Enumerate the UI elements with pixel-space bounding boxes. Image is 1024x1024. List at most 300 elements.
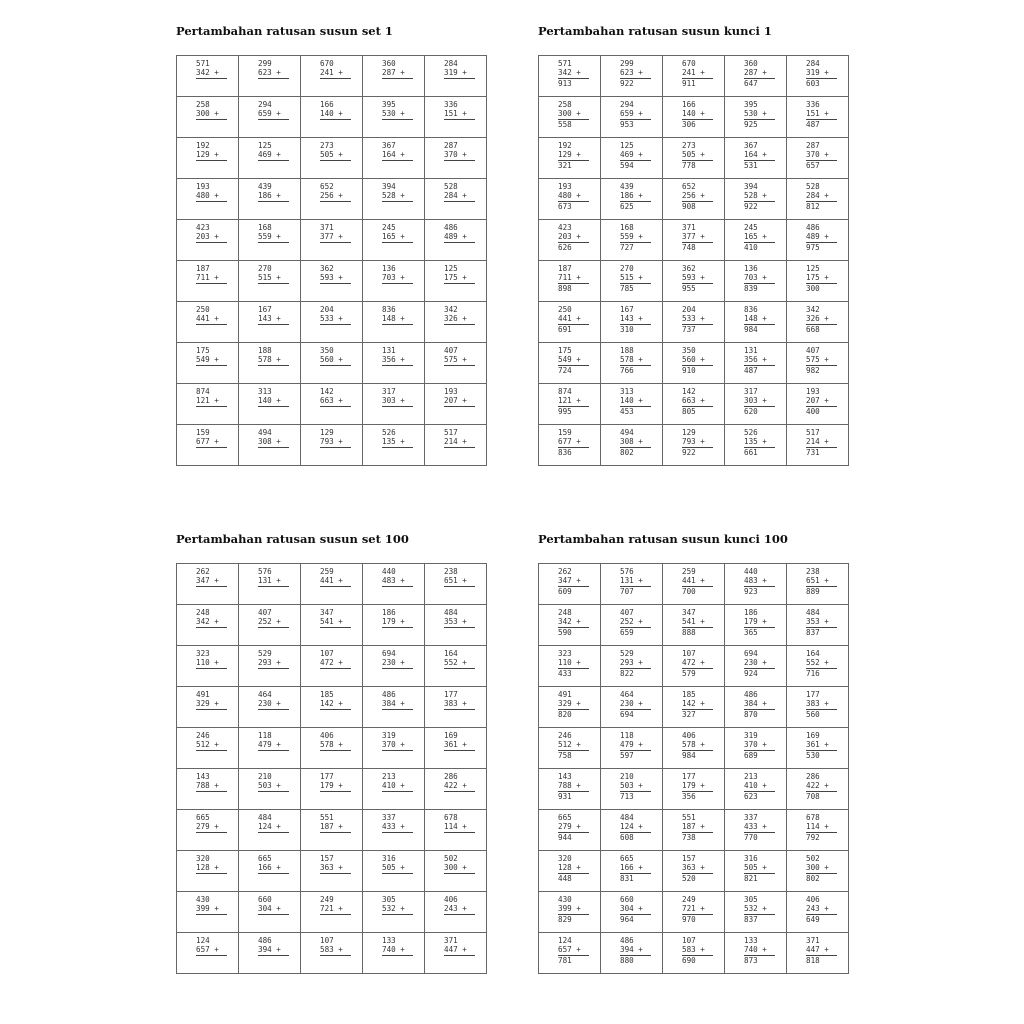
addend-top: 367 [744, 141, 758, 150]
addition-problem [382, 59, 413, 79]
addend-top: 464 [620, 690, 634, 699]
addition-problem [382, 264, 413, 284]
plus-operator: + [400, 658, 405, 668]
addend-top: 665 [558, 813, 572, 822]
plus-operator: + [400, 822, 405, 832]
addend-bottom: 447 [806, 945, 820, 955]
addend-bottom: 114 [806, 822, 820, 832]
plus-operator: + [638, 617, 643, 627]
addition-problem [258, 936, 289, 956]
addition-problem [320, 813, 351, 833]
answer-key-100 [538, 532, 849, 974]
addend-bottom-row [682, 314, 713, 324]
problem-cell [539, 97, 601, 138]
addend-bottom-row [196, 822, 227, 832]
addend-top: 874 [558, 387, 572, 396]
addend-top: 164 [806, 649, 820, 658]
plus-operator: + [214, 904, 219, 914]
sum-answer: 831 [620, 873, 634, 883]
addend-top: 836 [744, 305, 758, 314]
plus-operator: + [338, 68, 343, 78]
sum-answer: 975 [806, 242, 820, 252]
addend-top: 660 [258, 895, 272, 904]
addend-bottom: 293 [620, 658, 634, 668]
addend-top: 129 [320, 428, 334, 437]
plus-operator: + [824, 314, 829, 324]
problem-cell [177, 261, 239, 302]
addend-bottom-row [620, 863, 651, 873]
addition-problem [806, 731, 837, 760]
addend-bottom: 503 [258, 781, 272, 791]
problem-cell [725, 564, 787, 605]
addition-problem [620, 731, 651, 760]
sum-answer: 982 [806, 365, 820, 375]
plus-operator: + [762, 699, 767, 709]
problem-cell [239, 302, 301, 343]
addition-problem [196, 223, 227, 243]
problem-cell [725, 605, 787, 646]
addend-bottom-row [444, 191, 475, 201]
addition-problem [558, 141, 589, 170]
addend-top: 486 [620, 936, 634, 945]
addition-problem [682, 854, 713, 883]
addend-bottom-row [382, 945, 413, 955]
addition-problem [682, 305, 713, 334]
addend-top: 319 [382, 731, 396, 740]
addend-bottom: 578 [320, 740, 334, 750]
sum-answer: 594 [620, 160, 634, 170]
addend-top: 157 [320, 854, 334, 863]
addend-bottom-row [620, 437, 651, 447]
sheet-title: Pertambahan ratusan susun set 1 [176, 24, 393, 38]
addition-problem [744, 428, 775, 457]
addend-top: 245 [382, 223, 396, 232]
addend-top: 350 [320, 346, 334, 355]
addition-problem [382, 854, 413, 874]
addend-bottom: 319 [444, 68, 458, 78]
addition-problem [382, 567, 413, 587]
addition-problem [620, 690, 651, 719]
addition-problem [258, 813, 289, 833]
addition-problem [382, 608, 413, 628]
addend-top: 177 [444, 690, 458, 699]
plus-operator: + [700, 658, 705, 668]
plus-operator: + [576, 437, 581, 447]
addition-problem [620, 854, 651, 883]
addend-top: 407 [620, 608, 634, 617]
addend-top: 124 [558, 936, 572, 945]
sum-answer: 410 [744, 242, 758, 252]
addend-bottom-row [682, 232, 713, 242]
addend-bottom-row [558, 822, 589, 832]
problem-cell [787, 646, 849, 687]
plus-operator: + [638, 740, 643, 750]
problem-cell [177, 892, 239, 933]
addition-problem [258, 854, 289, 874]
problem-cell [539, 605, 601, 646]
plus-operator: + [824, 273, 829, 283]
sum-answer: 785 [620, 283, 634, 293]
sum-answer: 970 [682, 914, 696, 924]
sheet-title: Pertambahan ratusan susun kunci 100 [538, 532, 788, 546]
addend-bottom-row [444, 68, 475, 78]
plus-operator: + [700, 740, 705, 750]
plus-operator: + [276, 781, 281, 791]
sum-answer: 300 [806, 283, 820, 293]
plus-operator: + [762, 396, 767, 406]
addend-bottom: 243 [806, 904, 820, 914]
sum-answer: 673 [558, 201, 572, 211]
addition-problem [558, 346, 589, 375]
addend-top: 136 [744, 264, 758, 273]
addend-bottom: 342 [196, 68, 210, 78]
addition-problem [196, 690, 227, 710]
addend-top: 526 [744, 428, 758, 437]
problem-cell [301, 646, 363, 687]
problem-cell [663, 564, 725, 605]
addend-bottom: 479 [620, 740, 634, 750]
plus-operator: + [824, 904, 829, 914]
addend-bottom: 342 [558, 68, 572, 78]
addend-bottom: 479 [258, 740, 272, 750]
plus-operator: + [462, 781, 467, 791]
addition-problem [620, 59, 651, 88]
addend-bottom: 329 [196, 699, 210, 709]
addition-problem [620, 895, 651, 924]
addend-bottom-row [620, 273, 651, 283]
addend-top: 486 [382, 690, 396, 699]
sum-answer: 400 [806, 406, 820, 416]
addend-bottom-row [258, 699, 289, 709]
addition-problem [558, 895, 589, 924]
addend-top: 125 [620, 141, 634, 150]
addend-bottom: 148 [382, 314, 396, 324]
addend-bottom-row [382, 396, 413, 406]
plus-operator: + [638, 68, 643, 78]
addend-top: 210 [620, 772, 634, 781]
addend-top: 143 [558, 772, 572, 781]
addend-top: 367 [382, 141, 396, 150]
plus-operator: + [276, 437, 281, 447]
sum-answer: 487 [744, 365, 758, 375]
problem-cell [363, 261, 425, 302]
addend-bottom: 342 [196, 617, 210, 627]
addition-problem [620, 305, 651, 334]
addend-bottom-row [682, 396, 713, 406]
addition-problem [558, 567, 589, 596]
addition-problem [444, 567, 475, 587]
plus-operator: + [824, 109, 829, 119]
addition-problem [444, 854, 475, 874]
addend-bottom-row [558, 232, 589, 242]
plus-operator: + [214, 576, 219, 586]
addend-top: 439 [620, 182, 634, 191]
addition-problem [320, 141, 351, 161]
addend-bottom: 241 [682, 68, 696, 78]
plus-operator: + [338, 576, 343, 586]
addend-bottom-row [320, 617, 351, 627]
addend-top: 502 [444, 854, 458, 863]
sum-answer: 802 [620, 447, 634, 457]
addend-top: 270 [620, 264, 634, 273]
addend-bottom: 308 [258, 437, 272, 447]
addition-problem [320, 854, 351, 874]
addend-bottom-row [444, 314, 475, 324]
plus-operator: + [276, 68, 281, 78]
problem-cell [425, 687, 487, 728]
sum-answer: 820 [558, 709, 572, 719]
plus-operator: + [576, 576, 581, 586]
plus-operator: + [462, 314, 467, 324]
plus-operator: + [462, 273, 467, 283]
addend-bottom-row [320, 822, 351, 832]
plus-operator: + [400, 740, 405, 750]
problem-cell [239, 769, 301, 810]
sum-answer: 520 [682, 873, 696, 883]
problem-cell [425, 564, 487, 605]
addend-bottom-row [382, 740, 413, 750]
addend-top: 164 [444, 649, 458, 658]
sum-answer: 821 [744, 873, 758, 883]
addend-bottom-row [382, 617, 413, 627]
addend-bottom: 483 [744, 576, 758, 586]
problem-cell [787, 892, 849, 933]
addend-top: 551 [320, 813, 334, 822]
sum-answer: 626 [558, 242, 572, 252]
addend-top: 484 [444, 608, 458, 617]
addend-bottom: 230 [744, 658, 758, 668]
sum-answer: 597 [620, 750, 634, 760]
addend-bottom: 287 [382, 68, 396, 78]
addend-bottom-row [258, 617, 289, 627]
addend-bottom: 399 [558, 904, 572, 914]
problem-cell [663, 56, 725, 97]
plus-operator: + [638, 437, 643, 447]
problem-cell [539, 769, 601, 810]
addend-bottom: 651 [806, 576, 820, 586]
sum-answer: 781 [558, 955, 572, 965]
addend-bottom: 140 [682, 109, 696, 119]
plus-operator: + [576, 617, 581, 627]
problem-cell [787, 302, 849, 343]
addition-problem [444, 141, 475, 161]
addition-problem [682, 608, 713, 637]
addend-bottom-row [196, 150, 227, 160]
problem-cell [177, 728, 239, 769]
plus-operator: + [338, 781, 343, 791]
problem-cell [601, 302, 663, 343]
problem-cell [301, 179, 363, 220]
problem-cell [601, 138, 663, 179]
addend-top: 142 [320, 387, 334, 396]
sum-answer: 713 [620, 791, 634, 801]
problem-cell [601, 851, 663, 892]
addend-bottom-row [382, 658, 413, 668]
addend-bottom-row [620, 109, 651, 119]
plus-operator: + [276, 863, 281, 873]
problem-cell [787, 564, 849, 605]
sum-answer: 694 [620, 709, 634, 719]
plus-operator: + [700, 355, 705, 365]
problem-cell [539, 851, 601, 892]
addition-problem [258, 264, 289, 284]
sum-answer: 792 [806, 832, 820, 842]
plus-operator: + [762, 822, 767, 832]
addend-top: 502 [806, 854, 820, 863]
plus-operator: + [462, 396, 467, 406]
addition-problem [682, 346, 713, 375]
addend-bottom-row [258, 863, 289, 873]
plus-operator: + [576, 109, 581, 119]
addend-top: 168 [620, 223, 634, 232]
addition-problem [444, 346, 475, 366]
addition-problem [806, 182, 837, 211]
addend-top: 874 [196, 387, 210, 396]
sum-answer: 911 [682, 78, 696, 88]
addition-problem [320, 731, 351, 751]
addition-problem [382, 100, 413, 120]
addend-top: 238 [806, 567, 820, 576]
problem-cell [663, 892, 725, 933]
addend-bottom-row [558, 699, 589, 709]
addend-top: 250 [558, 305, 572, 314]
plus-operator: + [700, 314, 705, 324]
addend-bottom-row [558, 863, 589, 873]
problem-cell [663, 179, 725, 220]
plus-operator: + [276, 273, 281, 283]
plus-operator: + [638, 822, 643, 832]
addend-bottom: 214 [444, 437, 458, 447]
addend-bottom-row [682, 863, 713, 873]
sum-answer: 984 [682, 750, 696, 760]
addition-problem [682, 100, 713, 129]
plus-operator: + [276, 658, 281, 668]
addend-bottom-row [320, 355, 351, 365]
plus-operator: + [338, 699, 343, 709]
addend-bottom: 304 [258, 904, 272, 914]
addend-top: 245 [744, 223, 758, 232]
sum-answer: 708 [806, 791, 820, 801]
addend-bottom: 186 [258, 191, 272, 201]
addend-bottom: 560 [320, 355, 334, 365]
plus-operator: + [762, 781, 767, 791]
addend-bottom-row [258, 150, 289, 160]
sum-answer: 766 [620, 365, 634, 375]
addend-top: 299 [258, 59, 272, 68]
problem-cell [239, 179, 301, 220]
addend-bottom: 578 [620, 355, 634, 365]
addend-top: 395 [382, 100, 396, 109]
addend-bottom-row [558, 781, 589, 791]
plus-operator: + [762, 945, 767, 955]
sum-answer: 922 [682, 447, 696, 457]
problem-cell [787, 261, 849, 302]
sum-answer: 530 [806, 750, 820, 760]
addend-bottom-row [558, 314, 589, 324]
addend-top: 486 [744, 690, 758, 699]
plus-operator: + [700, 273, 705, 283]
addend-bottom: 505 [744, 863, 758, 873]
addition-problem [806, 895, 837, 924]
addition-problem [320, 649, 351, 669]
sum-answer: 944 [558, 832, 572, 842]
addend-top: 188 [620, 346, 634, 355]
addend-bottom: 256 [320, 191, 334, 201]
sum-answer: 487 [806, 119, 820, 129]
addend-bottom: 287 [744, 68, 758, 78]
addend-bottom: 480 [196, 191, 210, 201]
addend-bottom: 284 [444, 191, 458, 201]
addend-top: 571 [196, 59, 210, 68]
addend-top: 249 [320, 895, 334, 904]
addition-problem [444, 813, 475, 833]
plus-operator: + [276, 355, 281, 365]
sum-answer: 829 [558, 914, 572, 924]
plus-operator: + [638, 273, 643, 283]
addition-problem [806, 567, 837, 596]
plus-operator: + [576, 191, 581, 201]
addend-top: 494 [258, 428, 272, 437]
sum-answer: 880 [620, 955, 634, 965]
addition-problem [806, 59, 837, 88]
plus-operator: + [462, 437, 467, 447]
addition-problem [620, 649, 651, 678]
sum-answer: 836 [558, 447, 572, 457]
addend-top: 528 [806, 182, 820, 191]
problem-cell [363, 687, 425, 728]
addend-bottom: 657 [196, 945, 210, 955]
problem-cell [301, 933, 363, 974]
addition-problem [744, 305, 775, 334]
addend-bottom: 128 [558, 863, 572, 873]
addend-top: 157 [682, 854, 696, 863]
worksheet-set-1 [176, 24, 487, 466]
addition-problem [382, 772, 413, 792]
problem-cell [787, 220, 849, 261]
problem-cell [787, 728, 849, 769]
addend-bottom-row [744, 355, 775, 365]
sum-answer: 922 [744, 201, 758, 211]
addition-problem [682, 182, 713, 211]
addend-bottom-row [558, 945, 589, 955]
addend-top: 484 [258, 813, 272, 822]
addition-problem [806, 772, 837, 801]
addend-bottom-row [806, 576, 837, 586]
addend-top: 142 [682, 387, 696, 396]
addend-bottom: 541 [682, 617, 696, 627]
addition-problem [444, 608, 475, 628]
plus-operator: + [214, 273, 219, 283]
addend-bottom: 377 [682, 232, 696, 242]
addend-bottom-row [196, 699, 227, 709]
addend-bottom-row [744, 314, 775, 324]
problem-cell [663, 769, 725, 810]
plus-operator: + [576, 68, 581, 78]
addition-problem [320, 223, 351, 243]
addend-top: 347 [320, 608, 334, 617]
addition-problem [258, 387, 289, 407]
addend-bottom-row [682, 68, 713, 78]
addend-top: 187 [558, 264, 572, 273]
addend-top: 337 [744, 813, 758, 822]
addend-top: 167 [258, 305, 272, 314]
addend-bottom: 505 [682, 150, 696, 160]
plus-operator: + [338, 658, 343, 668]
plus-operator: + [214, 68, 219, 78]
addend-top: 193 [558, 182, 572, 191]
addend-bottom-row [382, 68, 413, 78]
sum-answer: 913 [558, 78, 572, 88]
